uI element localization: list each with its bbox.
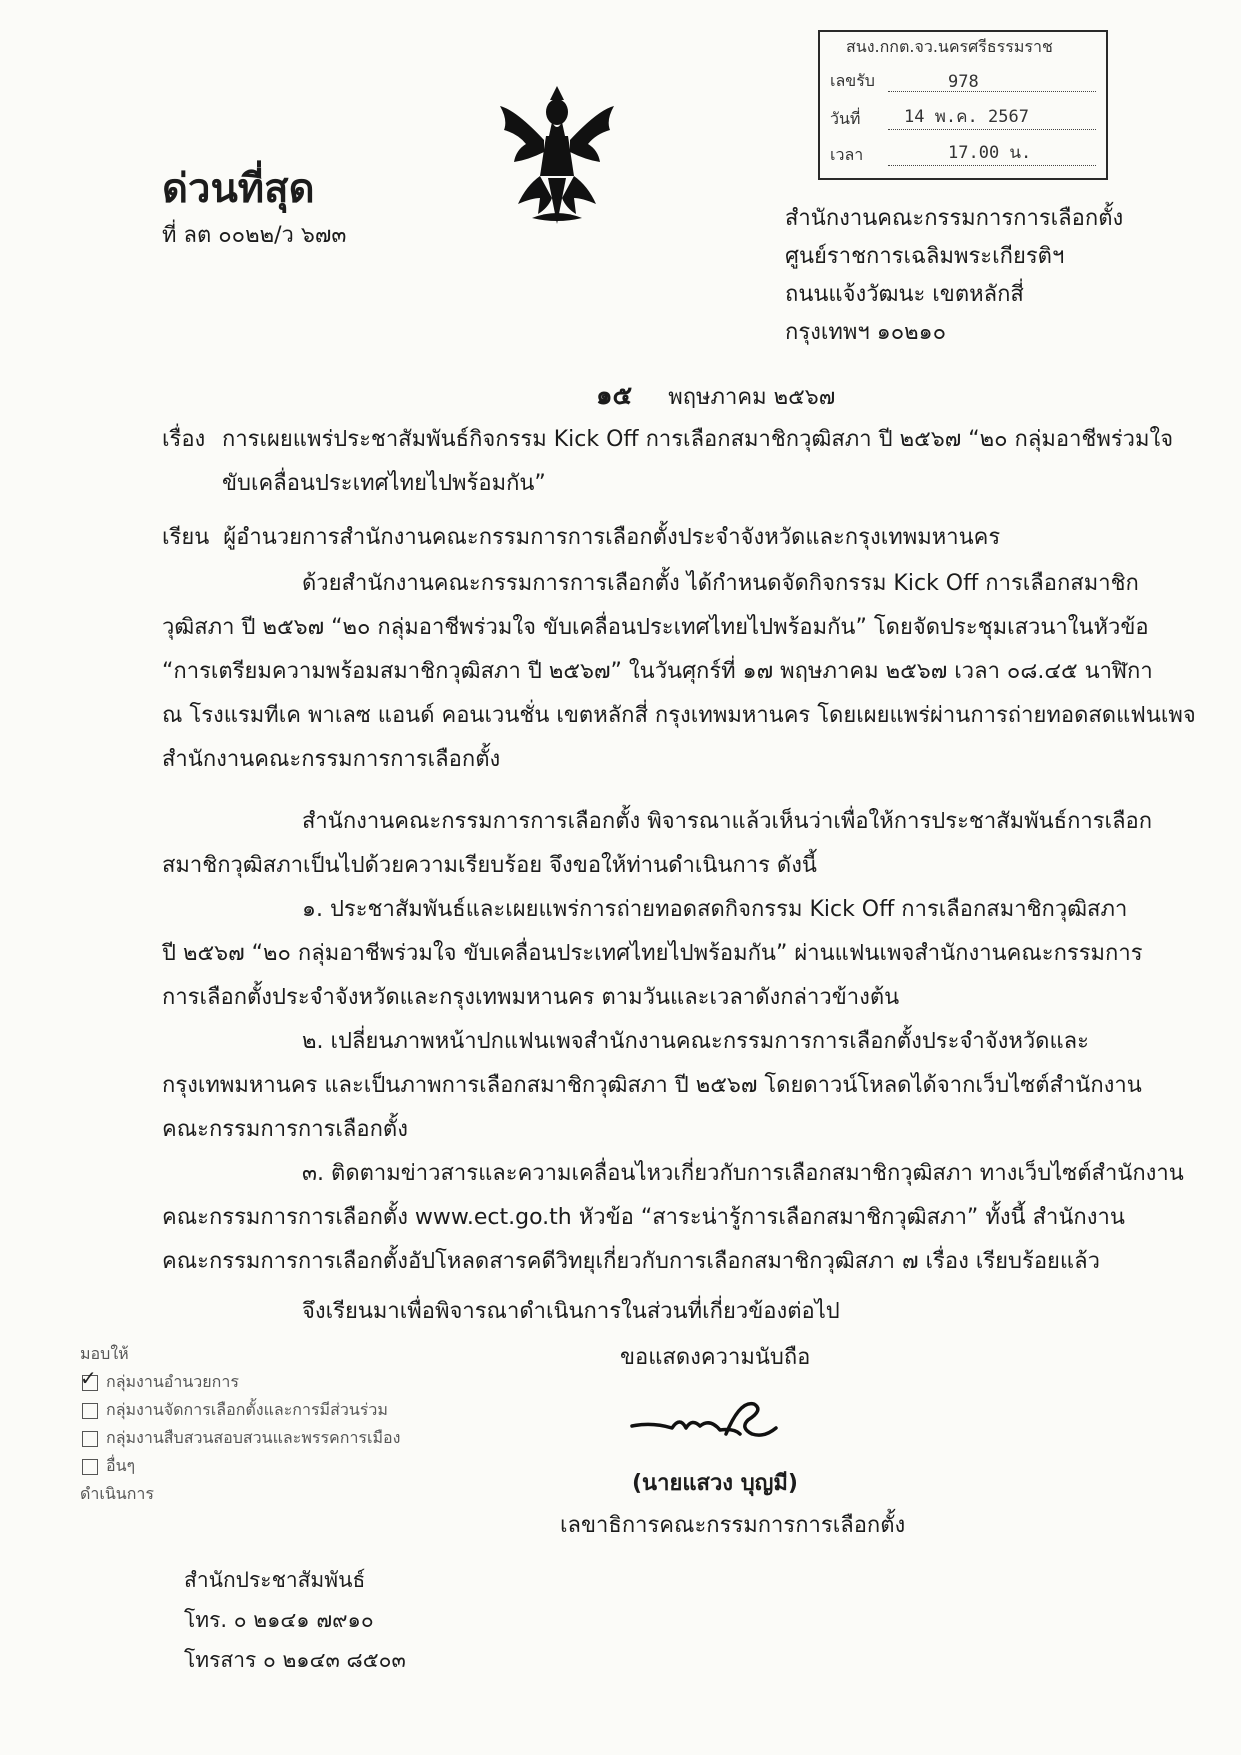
list-item-line: กรุงเทพมหานคร และเป็นภาพการเลือกสมาชิกวุฒิสภา ปี ๒๕๖๗ โดยดาวน์โหลดได้จากเว็บไซต์สำนักงาน	[162, 1073, 1142, 1098]
contact-phone: โทร. ๐ ๒๑๔๑ ๗๙๑๐	[184, 1608, 374, 1632]
stamp-date-label: วันที่	[830, 109, 861, 128]
date-day: ๑๕	[596, 381, 633, 411]
stamp-time-row	[830, 142, 1096, 172]
document-date	[596, 374, 835, 420]
receipt-stamp	[818, 30, 1108, 180]
signer-name: (นายแสวง บุญมี)	[632, 1471, 798, 1496]
list-item-line: คณะกรรมการการเลือกตั้งอัปโหลดสารคดีวิทยุเกี่ยวกับการเลือกสมาชิกวุฒิสภา ๗ เรื่อง เรียบร้อยแล้ว	[162, 1249, 1100, 1274]
assignment-checklist	[80, 1340, 400, 1508]
subject-label: เรื่อง	[162, 427, 206, 452]
address-line: สำนักงานคณะกรรมการการเลือกตั้ง	[785, 206, 1124, 231]
list-item-line: ๑. ประชาสัมพันธ์และเผยแพร่การถ่ายทอดสดกิจกรรม Kick Off การเลือกสมาชิกวุฒิสภา	[302, 897, 1128, 922]
subject-line: ขับเคลื่อนประเทศไทยไปพร้อมกัน”	[222, 471, 546, 496]
stamp-received-number: 978	[948, 72, 979, 92]
contact-fax: โทรสาร ๐ ๒๑๔๓ ๘๕๐๓	[184, 1648, 406, 1672]
stamp-office: สนง.กกต.จว.นครศรีธรรมราช	[846, 37, 1053, 56]
date-month-year: พฤษภาคม ๒๕๖๗	[668, 385, 836, 410]
stamp-office-row	[830, 34, 1096, 64]
urgency-label: ด่วนที่สุด	[162, 166, 315, 212]
paragraph-line: “การเตรียมความพร้อมสมาชิกวุฒิสภา ปี ๒๕๖๗” ในวันศุกร์ที่ ๑๗ พฤษภาคม ๒๕๖๗ เวลา ๐๘.๔๕ นาฬิกา	[162, 659, 1153, 684]
stamp-received-row	[830, 68, 1096, 98]
list-item-line: ปี ๒๕๖๗ “๒๐ กลุ่มอาชีพร่วมใจ ขับเคลื่อนประเทศไทยไปพร้อมกัน” ผ่านแฟนเพจสำนักงานคณะกรรมการ	[162, 941, 1143, 966]
list-item-line: ๒. เปลี่ยนภาพหน้าปกแฟนเพจสำนักงานคณะกรรมการการเลือกตั้งประจำจังหวัดและ	[302, 1029, 1089, 1054]
list-item-line: การเลือกตั้งประจำจังหวัดและกรุงเทพมหานคร ตามวันและเวลาดังกล่าวข้างต้น	[162, 985, 900, 1010]
stamp-date: 14 พ.ค. 2567	[904, 107, 1029, 127]
signature-icon	[628, 1384, 788, 1454]
paragraph-line: สมาชิกวุฒิสภาเป็นไปด้วยความเรียบร้อย จึงขอให้ท่านดำเนินการ ดังนี้	[162, 853, 817, 878]
checkmark-icon: ✓	[80, 1366, 97, 1390]
address-line: ถนนแจ้งวัฒนะ เขตหลักสี่	[785, 282, 1024, 307]
assignment-option[interactable]: ✓ กลุ่มงานอำนวยการ	[80, 1366, 239, 1391]
checkbox[interactable]	[82, 1431, 98, 1447]
paragraph-line: สำนักงานคณะกรรมการการเลือกตั้ง	[162, 747, 501, 772]
paragraph-line: ด้วยสำนักงานคณะกรรมการการเลือกตั้ง ได้กำหนดจัดกิจกรรม Kick Off การเลือกสมาชิก	[302, 571, 1139, 596]
closing-line: จึงเรียนมาเพื่อพิจารณาดำเนินการในส่วนที่เกี่ยวข้องต่อไป	[302, 1299, 840, 1324]
recipient	[162, 516, 1000, 560]
contact-office: สำนักประชาสัมพันธ์	[184, 1568, 366, 1592]
list-item-line: ๓. ติดตามข่าวสารและความเคลื่อนไหวเกี่ยวกับการเลือกสมาชิกวุฒิสภา ทางเว็บไซต์สำนักงาน	[302, 1161, 1184, 1186]
assignment-option[interactable]: อื่นๆ	[80, 1452, 400, 1480]
regards: ขอแสดงความนับถือ	[620, 1345, 811, 1370]
assignment-footer: ดำเนินการ	[80, 1484, 154, 1503]
document-number: ที่ ลต ๐๐๒๒/ว ๖๗๓	[162, 223, 347, 248]
address-line: ศูนย์ราชการเฉลิมพระเกียรติฯ	[785, 244, 1065, 269]
address-line: กรุงเทพฯ ๑๐๒๑๐	[785, 320, 947, 345]
stamp-time-label: เวลา	[830, 145, 864, 164]
recipient-label: เรียน	[162, 525, 210, 550]
list-item-line: คณะกรรมการการเลือกตั้ง	[162, 1117, 408, 1142]
assignment-title: มอบให้	[80, 1344, 129, 1363]
checkbox[interactable]	[82, 1459, 98, 1475]
signer-position: เลขาธิการคณะกรรมการการเลือกตั้ง	[560, 1513, 906, 1538]
stamp-received-label: เลขรับ	[830, 71, 875, 90]
checkbox[interactable]	[82, 1403, 98, 1419]
paragraph-line: ณ โรงแรมทีเค พาเลซ แอนด์ คอนเวนชั่น เขตหลักสี่ กรุงเทพมหานคร โดยเผยแพร่ผ่านการถ่ายทอดสดแฟนเพจ	[162, 703, 1196, 728]
assignment-option[interactable]: กลุ่มงานสืบสวนสอบสวนและพรรคการเมือง	[80, 1424, 400, 1452]
contact-block	[184, 1560, 406, 1680]
paragraph-line: สำนักงานคณะกรรมการการเลือกตั้ง พิจารณาแล้วเห็นว่าเพื่อให้การประชาสัมพันธ์การเลือก	[302, 809, 1153, 834]
sender-address	[785, 200, 1123, 352]
subject	[162, 418, 1174, 506]
paragraph-line: วุฒิสภา ปี ๒๕๖๗ “๒๐ กลุ่มอาชีพร่วมใจ ขับเคลื่อนประเทศไทยไปพร้อมกัน” โดยจัดประชุมเสวนาในหัวข้อ	[162, 615, 1149, 640]
garuda-emblem-icon	[492, 82, 622, 232]
recipient-text: ผู้อำนวยการสำนักงานคณะกรรมการการเลือกตั้งประจำจังหวัดและกรุงเทพมหานคร	[223, 525, 1001, 550]
assignment-option[interactable]: กลุ่มงานจัดการเลือกตั้งและการมีส่วนร่วม	[80, 1396, 400, 1424]
stamp-time: 17.00 น.	[948, 143, 1032, 163]
subject-line: การเผยแพร่ประชาสัมพันธ์กิจกรรม Kick Off การเลือกสมาชิกวุฒิสภา ปี ๒๕๖๗ “๒๐ กลุ่มอาชีพร่วมใจ	[222, 427, 1174, 452]
stamp-date-row	[830, 106, 1096, 136]
list-item-line: คณะกรรมการการเลือกตั้ง www.ect.go.th หัวข้อ “สาระน่ารู้การเลือกสมาชิกวุฒิสภา” ทั้งนี้ สำนักงาน	[162, 1205, 1125, 1230]
